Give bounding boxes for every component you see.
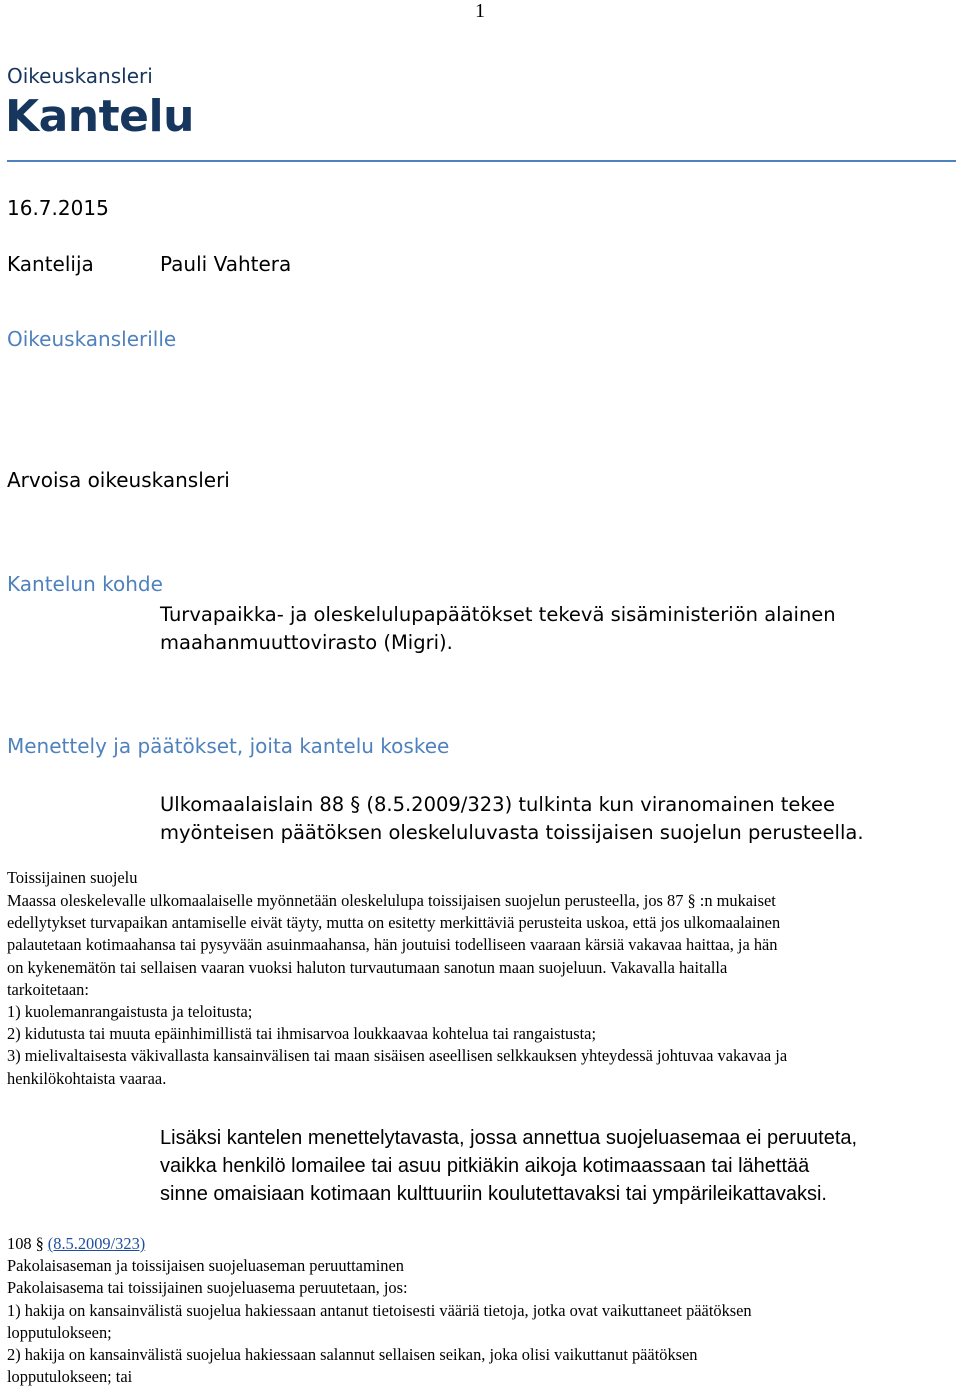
law-88-line: tarkoitetaan: <box>7 979 89 999</box>
document-title: Kantelu <box>5 91 194 142</box>
law-108-link[interactable]: (8.5.2009/323) <box>47 1234 146 1253</box>
law-108-list-item: 1) hakija on kansainvälistä suojelua hakiessaan antanut tietoisesti vääriä tietoja, jotka ovat vaikuttaneet päätöksen <box>7 1300 752 1320</box>
law-108-block <box>7 1233 752 1388</box>
kohde-line: Turvapaikka- ja oleskelulupapäätökset tekevä sisäministeriön alainen <box>160 603 836 626</box>
additional-complaint-line: sinne omaisiaan kotimaan kulttuuriin koulutettavaksi tai ympärileikattavaksi. <box>160 1183 827 1205</box>
complainant-label: Kantelija <box>7 252 94 276</box>
law-88-heading: Toissijainen suojelu <box>7 868 138 887</box>
menettely-line: Ulkomaalaislain 88 § (8.5.2009/323) tulkinta kun viranomainen tekee <box>160 793 836 816</box>
law-88-list-item: 3) mielivaltaisesta väkivallasta kansainvälisen tai maan sisäisen aseellisen selkkauksen yhteydessä johtuvaa vakavaa ja <box>7 1046 788 1066</box>
kohde-paragraph <box>160 601 836 657</box>
page-number: 1 <box>475 0 485 22</box>
additional-complaint-paragraph <box>160 1124 857 1208</box>
kohde-line: maahanmuuttovirasto (Migri). <box>160 631 453 654</box>
law-108-reference <box>7 1233 752 1255</box>
law-88-line: palautetaan kotimaahansa tai pysyvään asuinmaahansa, hän joutuisi todelliseen vaaraan kärsiä vakavaa haittaa, ja hän <box>7 935 778 955</box>
section-heading-menettely: Menettely ja päätökset, joita kantelu koskee <box>7 734 450 758</box>
document-date: 16.7.2015 <box>7 196 109 220</box>
law-88-line: edellytykset turvapaikan antamiselle eivät täyty, mutta on esitetty merkittäviä perusteita uskoa, että jos ulkomaalainen <box>7 913 781 933</box>
law-88-line: on kykenemätön tai sellaisen vaaran vuoksi haluton turvautumaan sanotun maan suojeluun. Vakavalla haitalla <box>7 957 728 977</box>
law-88-list-item: 1) kuolemanrangaistusta ja teloitusta; <box>7 1002 253 1022</box>
law-108-title: Pakolaisaseman ja toissijaisen suojeluaseman peruuttaminen <box>7 1256 404 1276</box>
law-88-line: Maassa oleskelevalle ulkomaalaiselle myönnetään oleskelulupa toissijaisen suojelun perusteella, jos 87 § :n mukaiset <box>7 891 776 910</box>
recipient-heading: Oikeuskanslerille <box>7 327 177 351</box>
law-108-line: lopputulokseen; tai <box>7 1367 133 1387</box>
section-heading-kohde: Kantelun kohde <box>7 572 163 596</box>
additional-complaint-line: vaikka henkilö lomailee tai asuu pitkiäkin aikoja kotimaassaan tai lähettää <box>160 1155 810 1177</box>
complainant-name: Pauli Vahtera <box>160 252 292 276</box>
section-sign: § <box>35 1234 44 1253</box>
additional-complaint-line: Lisäksi kantelen menettelytavasta, jossa annettua suojeluasemaa ei peruuteta, <box>160 1127 858 1149</box>
law-108-section-number: 108 <box>7 1234 32 1253</box>
law-88-paragraph <box>7 890 947 1090</box>
law-88-list-item: 2) kidutusta tai muuta epäinhimillistä tai ihmisarvoa loukkaavaa kohtelua tai rangaistusta; <box>7 1024 596 1044</box>
title-divider <box>7 160 956 162</box>
menettely-paragraph <box>160 791 864 847</box>
law-108-line: Pakolaisasema tai toissijainen suojeluasema peruutetaan, jos: <box>7 1278 408 1298</box>
law-108-list-item: 2) hakija on kansainvälistä suojelua hakiessaan salannut sellaisen seikan, joka olisi vaikuttanut päätöksen <box>7 1345 698 1365</box>
salutation: Arvoisa oikeuskansleri <box>7 468 230 492</box>
menettely-line: myönteisen päätöksen oleskeluluvasta toissijaisen suojelun perusteella. <box>160 821 864 844</box>
law-88-list-item: henkilökohtaista vaaraa. <box>7 1068 167 1088</box>
organization-label: Oikeuskansleri <box>7 64 153 88</box>
law-108-line: lopputulokseen; <box>7 1322 112 1342</box>
